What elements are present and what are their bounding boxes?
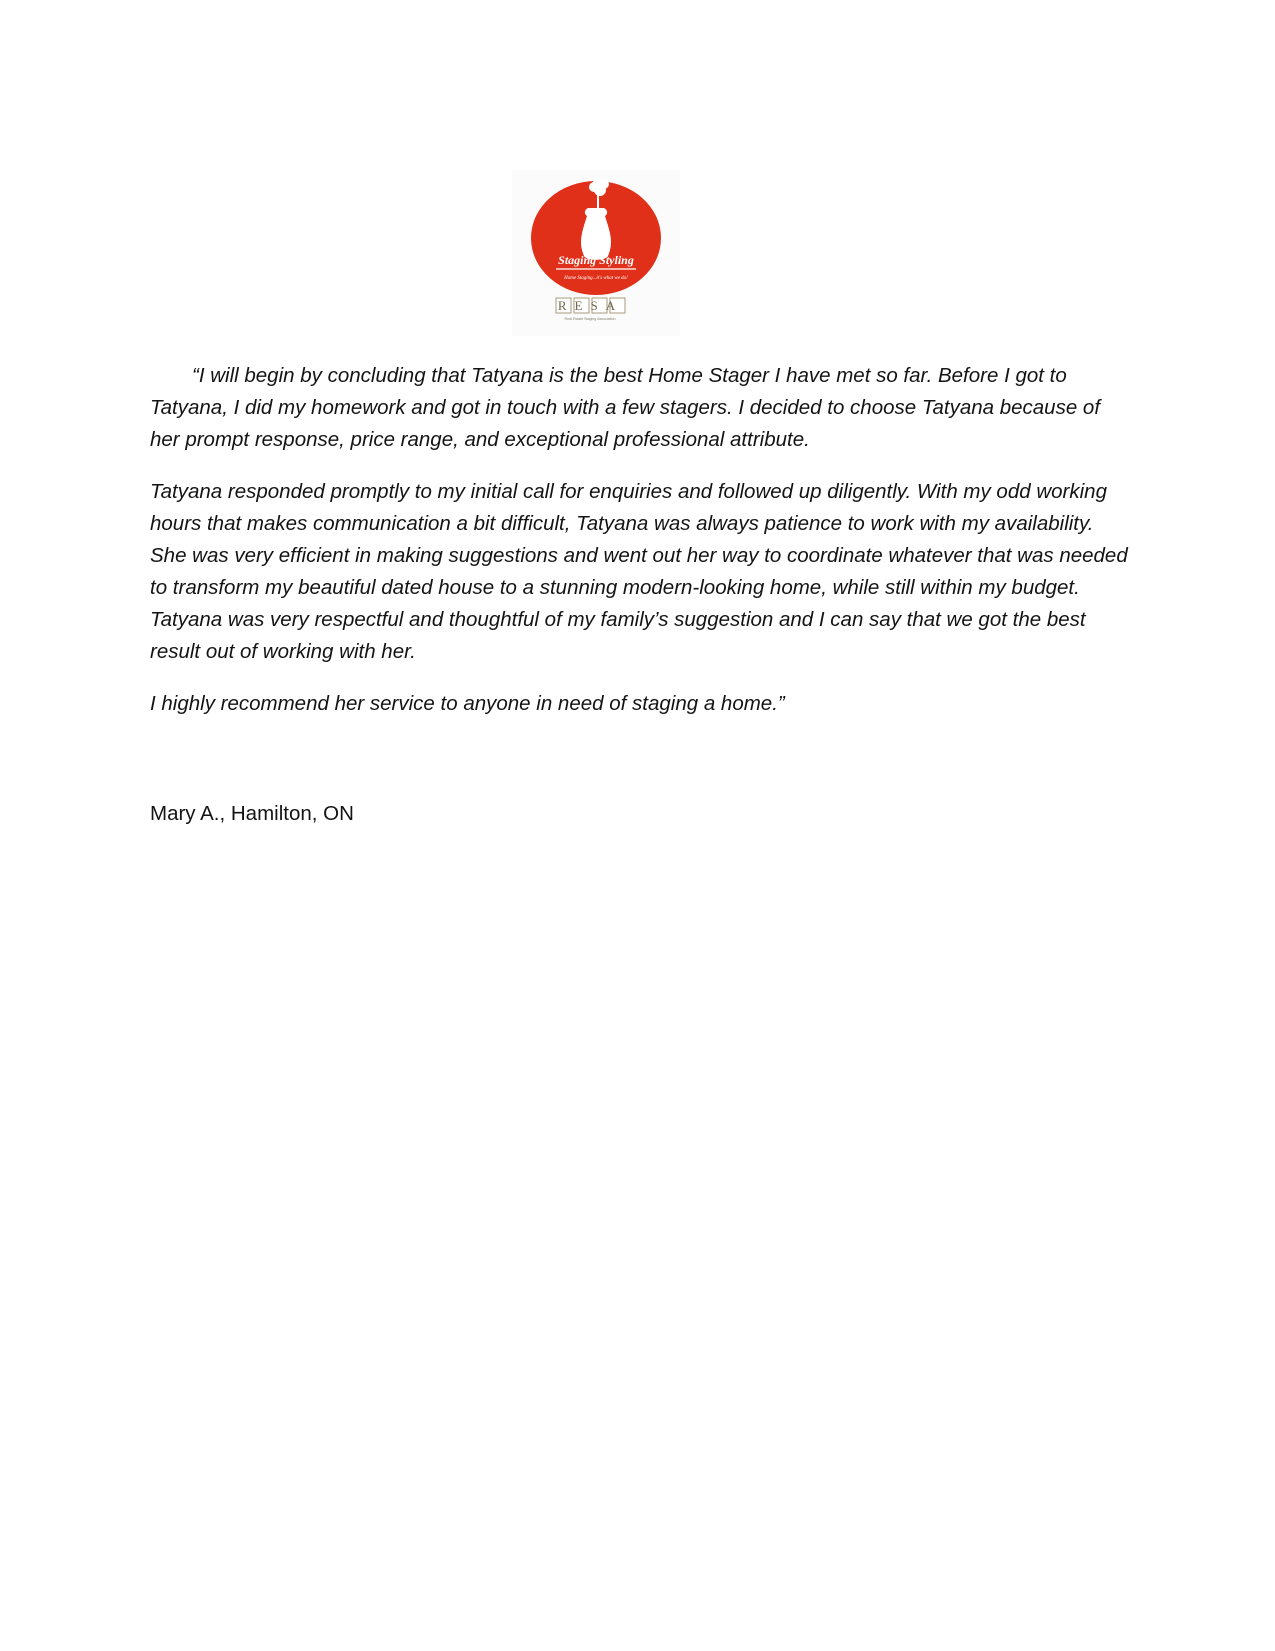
resa-badge-text: RESA: [557, 298, 624, 313]
testimonial-paragraph: Tatyana responded promptly to my initial call for enquiries and followed up diligently. With my odd working hours that makes communication a bit difficult, Tatyana was always patience to work with my availability. She was very efficient in making suggestions and went out her way to coordinate whatever that was needed to transform my beautiful dated house to a stunning modern-looking home, while still within my budget. Tatyana was very respectful and thoughtful of my family’s suggestion and I can say that we got the best result out of working with her.: [150, 480, 1128, 663]
logo-tagline: Home Staging...it's what we do!: [564, 276, 628, 281]
company-logo: [512, 170, 680, 336]
logo-brand-text: Staging Styling: [558, 253, 634, 267]
resa-badge: [556, 298, 625, 321]
testimonial-paragraph: “I will begin by concluding that Tatyana is the best Home Stager I have met so far. Before I got to Tatyana, I did my homework and got in touch with a few stagers. I decided to choose Tatyana because of her prompt response, price range, and exceptional professional attribute.: [150, 364, 1101, 451]
testimonial-paragraph: I highly recommend her service to anyone in need of staging a home.”: [150, 692, 785, 715]
testimonial-author: Mary A., Hamilton, ON: [150, 802, 354, 825]
testimonial-body: [150, 360, 1130, 740]
resa-badge-subtext: Real Estate Staging Association: [564, 317, 616, 321]
